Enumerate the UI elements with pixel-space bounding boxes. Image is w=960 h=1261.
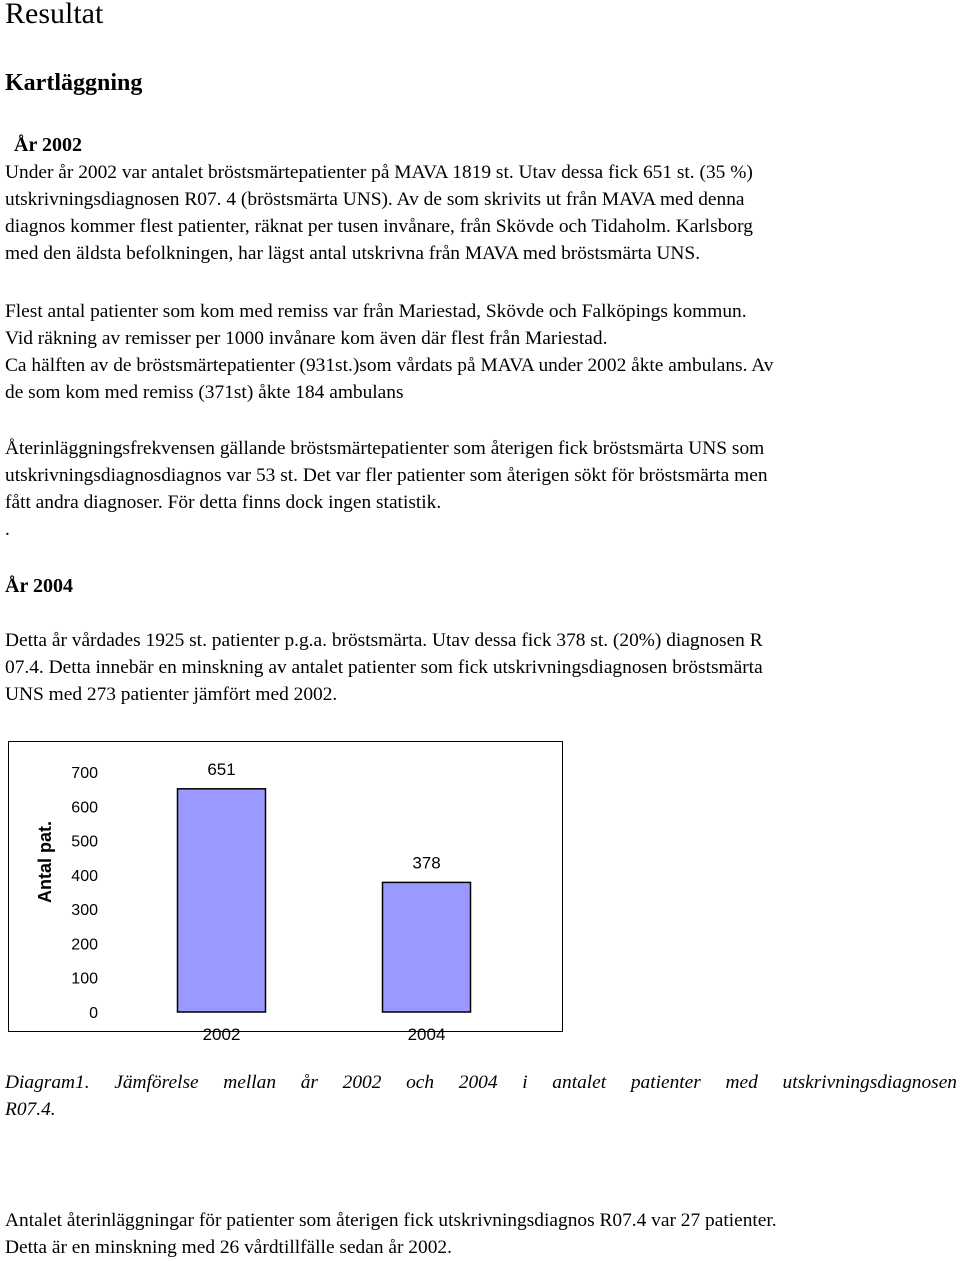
year-2002-title: År 2002 bbox=[14, 134, 82, 156]
y-tick-label: 700 bbox=[71, 765, 98, 782]
text-line: UNS med 273 patienter jämfört med 2002. bbox=[5, 684, 338, 705]
text-line: med den äldsta befolkningen, har lägst antal utskrivna från MAVA med bröstsmärta UNS. bbox=[5, 243, 701, 264]
chart-caption bbox=[5, 1069, 957, 1123]
text-line: fått andra diagnoser. För detta finns dock ingen statistik. bbox=[5, 492, 442, 513]
text-line: Antalet återinläggningar för patienter som återigen fick utskrivningsdiagnos R07.4 var 27 patienter. bbox=[5, 1210, 777, 1231]
text-line: Detta år vårdades 1925 st. patienter p.g.a. bröstsmärta. Utav dessa fick 378 st. (20%) diagnosen R bbox=[5, 630, 763, 651]
y-tick-label: 300 bbox=[71, 902, 98, 920]
caption-line: R07.4. bbox=[5, 1099, 56, 1120]
text-line: de som kom med remiss (371st) åkte 184 ambulans bbox=[5, 382, 404, 403]
text-line: Ca hälften av de bröstsmärtepatienter (931st.)som vårdats på MAVA under 2002 åkte ambulans. Av bbox=[5, 355, 774, 376]
text-line: . bbox=[5, 519, 10, 540]
text-line: Flest antal patienter som kom med remiss var från Mariestad, Skövde och Falköpings kommun. bbox=[5, 301, 747, 322]
year-2002-paragraph-2 bbox=[5, 298, 957, 406]
y-tick-label: 200 bbox=[71, 936, 98, 954]
data-label: 378 bbox=[412, 853, 441, 873]
text-line: Under år 2002 var antalet bröstsmärtepatienter på MAVA 1819 st. Utav dessa fick 651 st. (35 %) bbox=[5, 162, 753, 183]
y-tick-label: 100 bbox=[71, 970, 98, 988]
bar-chart bbox=[8, 741, 563, 1044]
page-heading: Resultat bbox=[5, 0, 104, 30]
caption-line: Diagram1. Jämförelse mellan år 2002 och 2004 i antalet patienter med utskrivningsdiagnosen bbox=[5, 1072, 957, 1093]
bar-2004 bbox=[383, 882, 471, 1012]
text-line: 07.4. Detta innebär en minskning av antalet patienter som fick utskrivningsdiagnosen bröstsmärta bbox=[5, 657, 763, 678]
bar-chart-svg bbox=[9, 742, 564, 1044]
y-axis-title: Antal pat. bbox=[35, 820, 55, 904]
bar-2002 bbox=[178, 789, 266, 1012]
text-line: Detta är en minskning med 26 vårdtillfälle sedan år 2002. bbox=[5, 1237, 452, 1258]
y-tick-label: 400 bbox=[71, 867, 98, 885]
text-line: Återinläggningsfrekvensen gällande bröstsmärtepatienter som återigen fick bröstsmärta UNS som bbox=[5, 438, 765, 459]
text-line: utskrivningsdiagnosen R07. 4 (bröstsmärta UNS). Av de som skrivits ut från MAVA med denna bbox=[5, 189, 745, 210]
year-2002-paragraph-1 bbox=[5, 159, 957, 267]
text-line: utskrivningsdiagnosdiagnos var 53 st. Det var fler patienter som återigen sökt för bröstsmärta men bbox=[5, 465, 768, 486]
year-2004-title: År 2004 bbox=[5, 575, 73, 597]
closing-paragraph bbox=[5, 1207, 957, 1261]
y-tick-label: 600 bbox=[71, 799, 98, 817]
data-label: 651 bbox=[207, 759, 236, 779]
year-2002-paragraph-3 bbox=[5, 435, 957, 543]
y-tick-label: 0 bbox=[89, 1005, 98, 1022]
text-line: diagnos kommer flest patienter, räknat per tusen invånare, från Skövde och Tidaholm. Karlsborg bbox=[5, 216, 753, 237]
x-tick-label: 2002 bbox=[202, 1025, 241, 1044]
x-tick-label: 2004 bbox=[407, 1025, 446, 1044]
text-line: Vid räkning av remisser per 1000 invånare kom även där flest från Mariestad. bbox=[5, 328, 608, 349]
year-2004-paragraph-1 bbox=[5, 627, 957, 708]
section-title: Kartläggning bbox=[5, 70, 143, 96]
y-tick-label: 500 bbox=[71, 833, 98, 851]
